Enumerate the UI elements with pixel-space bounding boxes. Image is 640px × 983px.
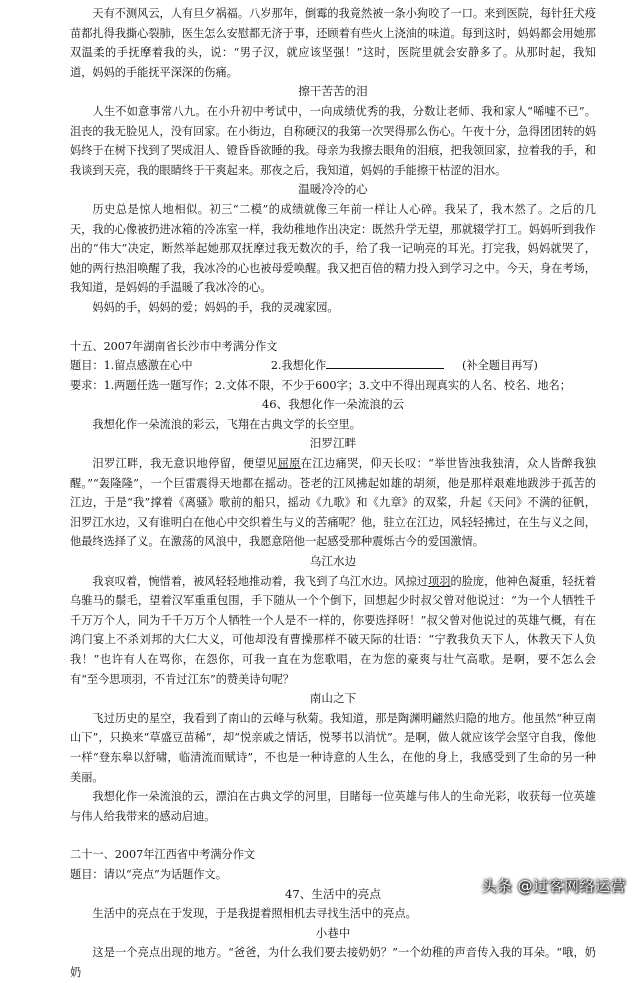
paragraph: 我想化作一朵流浪的彩云，飞翔在古典文学的长空里。 — [92, 417, 361, 431]
section-heading: 二十一、2007年江西省中考满分作文 — [70, 848, 256, 862]
paragraph: 飞过历史的星空，我看到了南山的云峰与秋菊。我知道，那是陶渊明翩然归隐的地方。他虽然“种豆南山下”，只换来“草盛豆苗稀”，却“悦亲戚之情话，悦琴书以消忧”。是啊，做人就应该学会坚守自我，像他一样“登东皋以舒啸，临清流而赋诗”，不也是一种诗意的人生么，在他的身上，我感受到了生命的另一种美丽。 — [70, 711, 596, 784]
subheading: 擦干苦苦的泪 — [298, 84, 368, 99]
topic-line: 题目：请以“亮点”为话题作文。 — [70, 867, 227, 881]
section-heading: 十五、2007年湖南省长沙市中考满分作文 — [70, 339, 278, 353]
watermark: 头条 @过客网络运营 — [481, 877, 626, 896]
subheading: 小巷中 — [315, 925, 351, 940]
paragraph: 生活中的亮点在于发现，于是我提着照相机去寻找生活中的亮点。 — [92, 907, 417, 921]
spacer — [70, 826, 596, 845]
paragraph: 我哀叹着，惋惜着，被风轻轻地推动着，我飞到了乌江水边。风掠过项羽的脸庞，他神色凝重，轻抚着乌骓马的鬃毛，望着汉军重重包围，手下随从一个个倒下，回想起少时叔父曾对他说过：“为一个人牺牲千千万万个人，同为千千万万个人牺牲一个人是不一样的，你要选择呀！”叔父曾对他说过的英雄气概，有在鸿门宴上不杀刘邦的大仁大义，可他却没有曹操那样不破天际的壮语：“宁教我负天下人，休教天下人负我！”也许有人在骂你，在怨你，可我一直在为您歌唱，在为您的豪爽与壮气高歌。是啊，要不怎么会有“至今思项羽，不肯过江东”的赞美诗句呢？ — [70, 574, 596, 686]
subheading: 南山之下 — [309, 691, 357, 706]
paragraph: 这是一个亮点出现的地方。“爸爸，为什么我们要去接奶奶？”一个幼稚的声音传入我的耳朵。“哦，奶奶 — [70, 946, 596, 979]
topic-line — [70, 356, 596, 376]
paragraph: 人生不如意事常八九。在小升初中考试中，一向成绩优秀的我，分数让老师、我和家人“唏嘘不已”。沮丧的我无脸见人，没有回家。在小街边，自称硬汉的我第一次哭得那么伤心。午夜十分，急得团团转的妈妈终于在树下找到了哭成泪人、镫昏昏欲睡的我。母亲为我擦去眼角的泪痕，把我领回家，拉着我的手，和我谈到天亮，我的眼睛终于干爽起来。那夜之后，我知道，妈妈的手能擦干枯涩的泪水。 — [70, 104, 596, 177]
topic-note: (补全题目再写) — [462, 359, 538, 373]
subheading: 汨罗江畔 — [309, 436, 357, 451]
paragraph: 我想化作一朵流浪的云，漂泊在古典文学的河里，目睹每一位英雄与伟人的生命光彩，收获每一位英雄与伟人给我带来的感动启迪。 — [70, 790, 596, 823]
essay-title: 47、生活中的亮点 — [285, 886, 381, 901]
spacer — [70, 318, 596, 337]
underlined-name: 项羽 — [428, 574, 451, 588]
underlined-name: 屈原 — [277, 457, 301, 471]
paragraph: 历史总是惊人地相似。初三“二模”的成绩就像三年前一样让人心碎。我呆了，我木然了。之后的几天，我的心像被扔进冰箱的冷冻室一样，我幼稚地作出决定：既然升学无望，那就辍学打工。妈妈听到我作出的“伟大”决定，断然举起她那双抚摩过我无数次的手，给了我一记响亮的耳光。打完我，妈妈就哭了，她的两行热泪唤醒了我，我冰冷的心也被母爱唤醒。我又把百倍的精力投入到学习之中。今天，身在考场，我知道，是妈妈的手温暖了我冰冷的心。 — [70, 202, 596, 295]
topic-option-1: 题目：1.留点感激在心中 — [70, 359, 193, 373]
paragraph: 妈妈的手，妈妈的爱；妈妈的手，我的灵魂家园。 — [92, 300, 339, 314]
topic-option-2: 2.我想化作 — [270, 359, 327, 373]
essay-title: 46、我想化作一朵流浪的云 — [261, 397, 405, 412]
requirements: 要求：1.两题任选一题写作；2.文体不限，不少于600字；3.文中不得出现真实的人名、校名、地名； — [70, 378, 571, 392]
fill-in-blank — [326, 356, 444, 369]
paragraph: 汨罗江畔，我无意识地停留，便望见屈原在江边痛哭，仰天长叹：“举世皆浊我独清，众人皆醉我独醒。”“轰隆隆”，一个巨雷震得天地都在摇动。苍老的江风拂起如雄的胡须，他是那样艰难地跋涉于孤苦的江边，于是“我”撑着《离骚》歌前的船只，摇动《九歌》和《九章》的双桨，升起《天问》不满的征帆，汨罗江水边，又有谁明白在他心中交织着生与义的苦痛呢？他，驻立在江边，风轻轻拂过，在生与义之间，他最终选择了义。在激荡的风浪中，我愿意陪他一起感受那种震烁古今的爱国激情。 — [70, 457, 596, 549]
paragraph: 天有不测风云，人有旦夕祸福。八岁那年，倒霉的我竟然被一条小狗咬了一口。来到医院，每针狂犬疫苗都扎得我撕心裂肺，医生怎么安慰都无济于事，还顾着有些火上浇油的味道。每到这时，妈妈都会用她那双温柔的手抚摩着我的头，说：“男子汉，就应该坚强！”这时，医院里就会安静多了。从那时起，我知道，妈妈的手能抚平深深的伤痛。 — [70, 7, 596, 79]
subheading: 乌江水边 — [309, 554, 357, 569]
subheading: 温暖冷冷的心 — [298, 182, 368, 197]
